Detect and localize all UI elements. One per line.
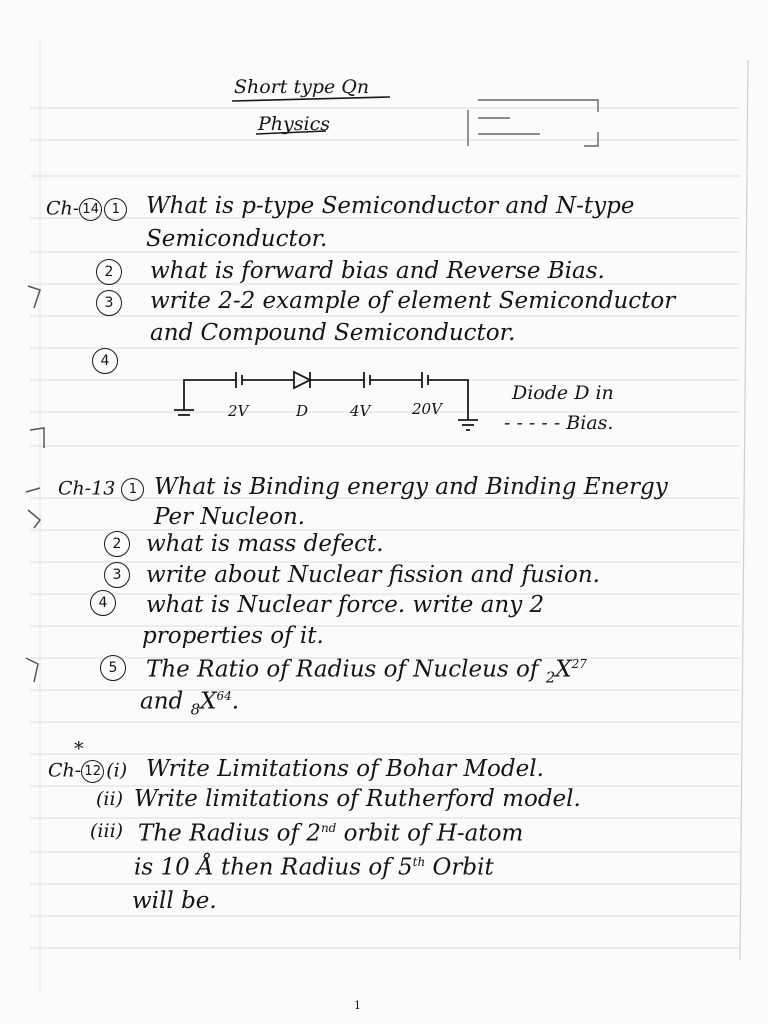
- ch13-q3: write about Nuclear fission and fusion.: [146, 562, 600, 588]
- ch13-q2: what is mass defect.: [146, 531, 384, 557]
- q3-superscript-th: th: [412, 855, 426, 869]
- q5-x1-superscript: 27: [571, 657, 587, 671]
- q5-x2-superscript: 64: [216, 689, 232, 703]
- ch14-q2: what is forward bias and Reverse Bias.: [150, 258, 605, 284]
- ch13-q5-line2: [140, 690, 239, 717]
- q5-x2-symbol: X: [200, 688, 217, 715]
- ch14-q1-line2: Semiconductor.: [146, 226, 328, 252]
- ch14-q2-number-wrap: [96, 259, 124, 285]
- circuit-label-2v: 2V: [228, 402, 249, 420]
- ch12-q3-line3: will be.: [132, 888, 217, 914]
- ch13-q5-number-wrap: [100, 655, 128, 681]
- ch12-q1: Write Limitations of Bohar Model.: [146, 756, 544, 782]
- ch14-q3-line1: write 2-2 example of element Semiconductor: [150, 288, 676, 314]
- chapter-prefix: Ch-: [48, 759, 82, 782]
- ch13-q4-number-wrap: [90, 590, 118, 616]
- q5-x1-subscript: 2: [545, 668, 556, 687]
- ch12-q2: Write limitations of Rutherford model.: [134, 786, 581, 812]
- ch13-q1-line1: What is Binding energy and Binding Energy: [154, 474, 668, 500]
- ch13-q1-line2: Per Nucleon.: [154, 504, 306, 530]
- question-number: 4: [92, 348, 118, 374]
- diode-bias-line1: Diode D in: [512, 382, 614, 404]
- chapter-number: 13: [91, 477, 116, 500]
- important-star: *: [74, 738, 84, 760]
- q3-text-a: The Radius of 2: [138, 820, 321, 847]
- ch12-q2-number: (ii): [96, 788, 123, 810]
- page-title: Short type Qn: [234, 76, 370, 98]
- subject-label: Physics: [258, 113, 330, 135]
- question-number: 1: [121, 478, 144, 501]
- page-number: 1: [354, 999, 361, 1012]
- ch14-q4-number-wrap: [92, 348, 120, 374]
- q3-line2-b: Orbit: [425, 854, 494, 881]
- q5-x1-symbol: X: [555, 656, 572, 683]
- q5-and: and: [140, 688, 184, 715]
- ch13-q4-line2: properties of it.: [142, 623, 324, 649]
- diode-bias-line2: - - - - - Bias.: [504, 412, 614, 434]
- question-number: 5: [100, 655, 126, 681]
- diode-symbol: [294, 372, 310, 388]
- chapter-number: 14: [79, 198, 102, 221]
- ch12-q3-line1: [138, 822, 523, 846]
- question-number: 4: [90, 590, 116, 616]
- q3-line2-a: is 10 Å then Radius of 5: [134, 854, 413, 881]
- ch14-q1-line1: What is p-type Semiconductor and N-type: [146, 193, 635, 219]
- chapter-label-13: [58, 478, 146, 501]
- ch13-q2-number-wrap: [104, 531, 132, 557]
- question-number: 3: [96, 290, 122, 316]
- ch12-q3-number: (iii): [90, 820, 124, 842]
- q5-period: .: [231, 688, 240, 715]
- q5-text: The Ratio of Radius of Nucleus of: [146, 656, 539, 683]
- question-number: 3: [104, 562, 130, 588]
- chapter-prefix: Ch-: [46, 197, 80, 220]
- chapter-label-14: [46, 198, 129, 221]
- circuit-label-4v: 4V: [350, 402, 371, 420]
- diode-circuit-diagram: [170, 362, 490, 442]
- question-number: 2: [96, 259, 122, 285]
- q3-text-b: orbit of H-atom: [336, 820, 524, 847]
- question-number: 1: [104, 198, 127, 221]
- ch13-q3-number-wrap: [104, 562, 132, 588]
- chapter-prefix: Ch-: [58, 477, 92, 500]
- question-number: (i): [106, 759, 128, 782]
- ch13-q4-line1: what is Nuclear force. write any 2: [146, 592, 545, 618]
- q3-superscript-nd: nd: [320, 821, 337, 835]
- chapter-label-12: [48, 760, 127, 783]
- question-number: 2: [104, 531, 130, 557]
- ch14-q3-line2: and Compound Semiconductor.: [150, 320, 516, 346]
- ch14-q3-number-wrap: [96, 290, 124, 316]
- ch12-q3-line2: [134, 856, 494, 880]
- circuit-label-d: D: [296, 402, 309, 420]
- q5-x2-subscript: 8: [190, 700, 201, 719]
- circuit-label-20v: 20V: [412, 400, 442, 418]
- chapter-number: 12: [81, 760, 104, 783]
- ch13-q5-line1: [146, 658, 587, 685]
